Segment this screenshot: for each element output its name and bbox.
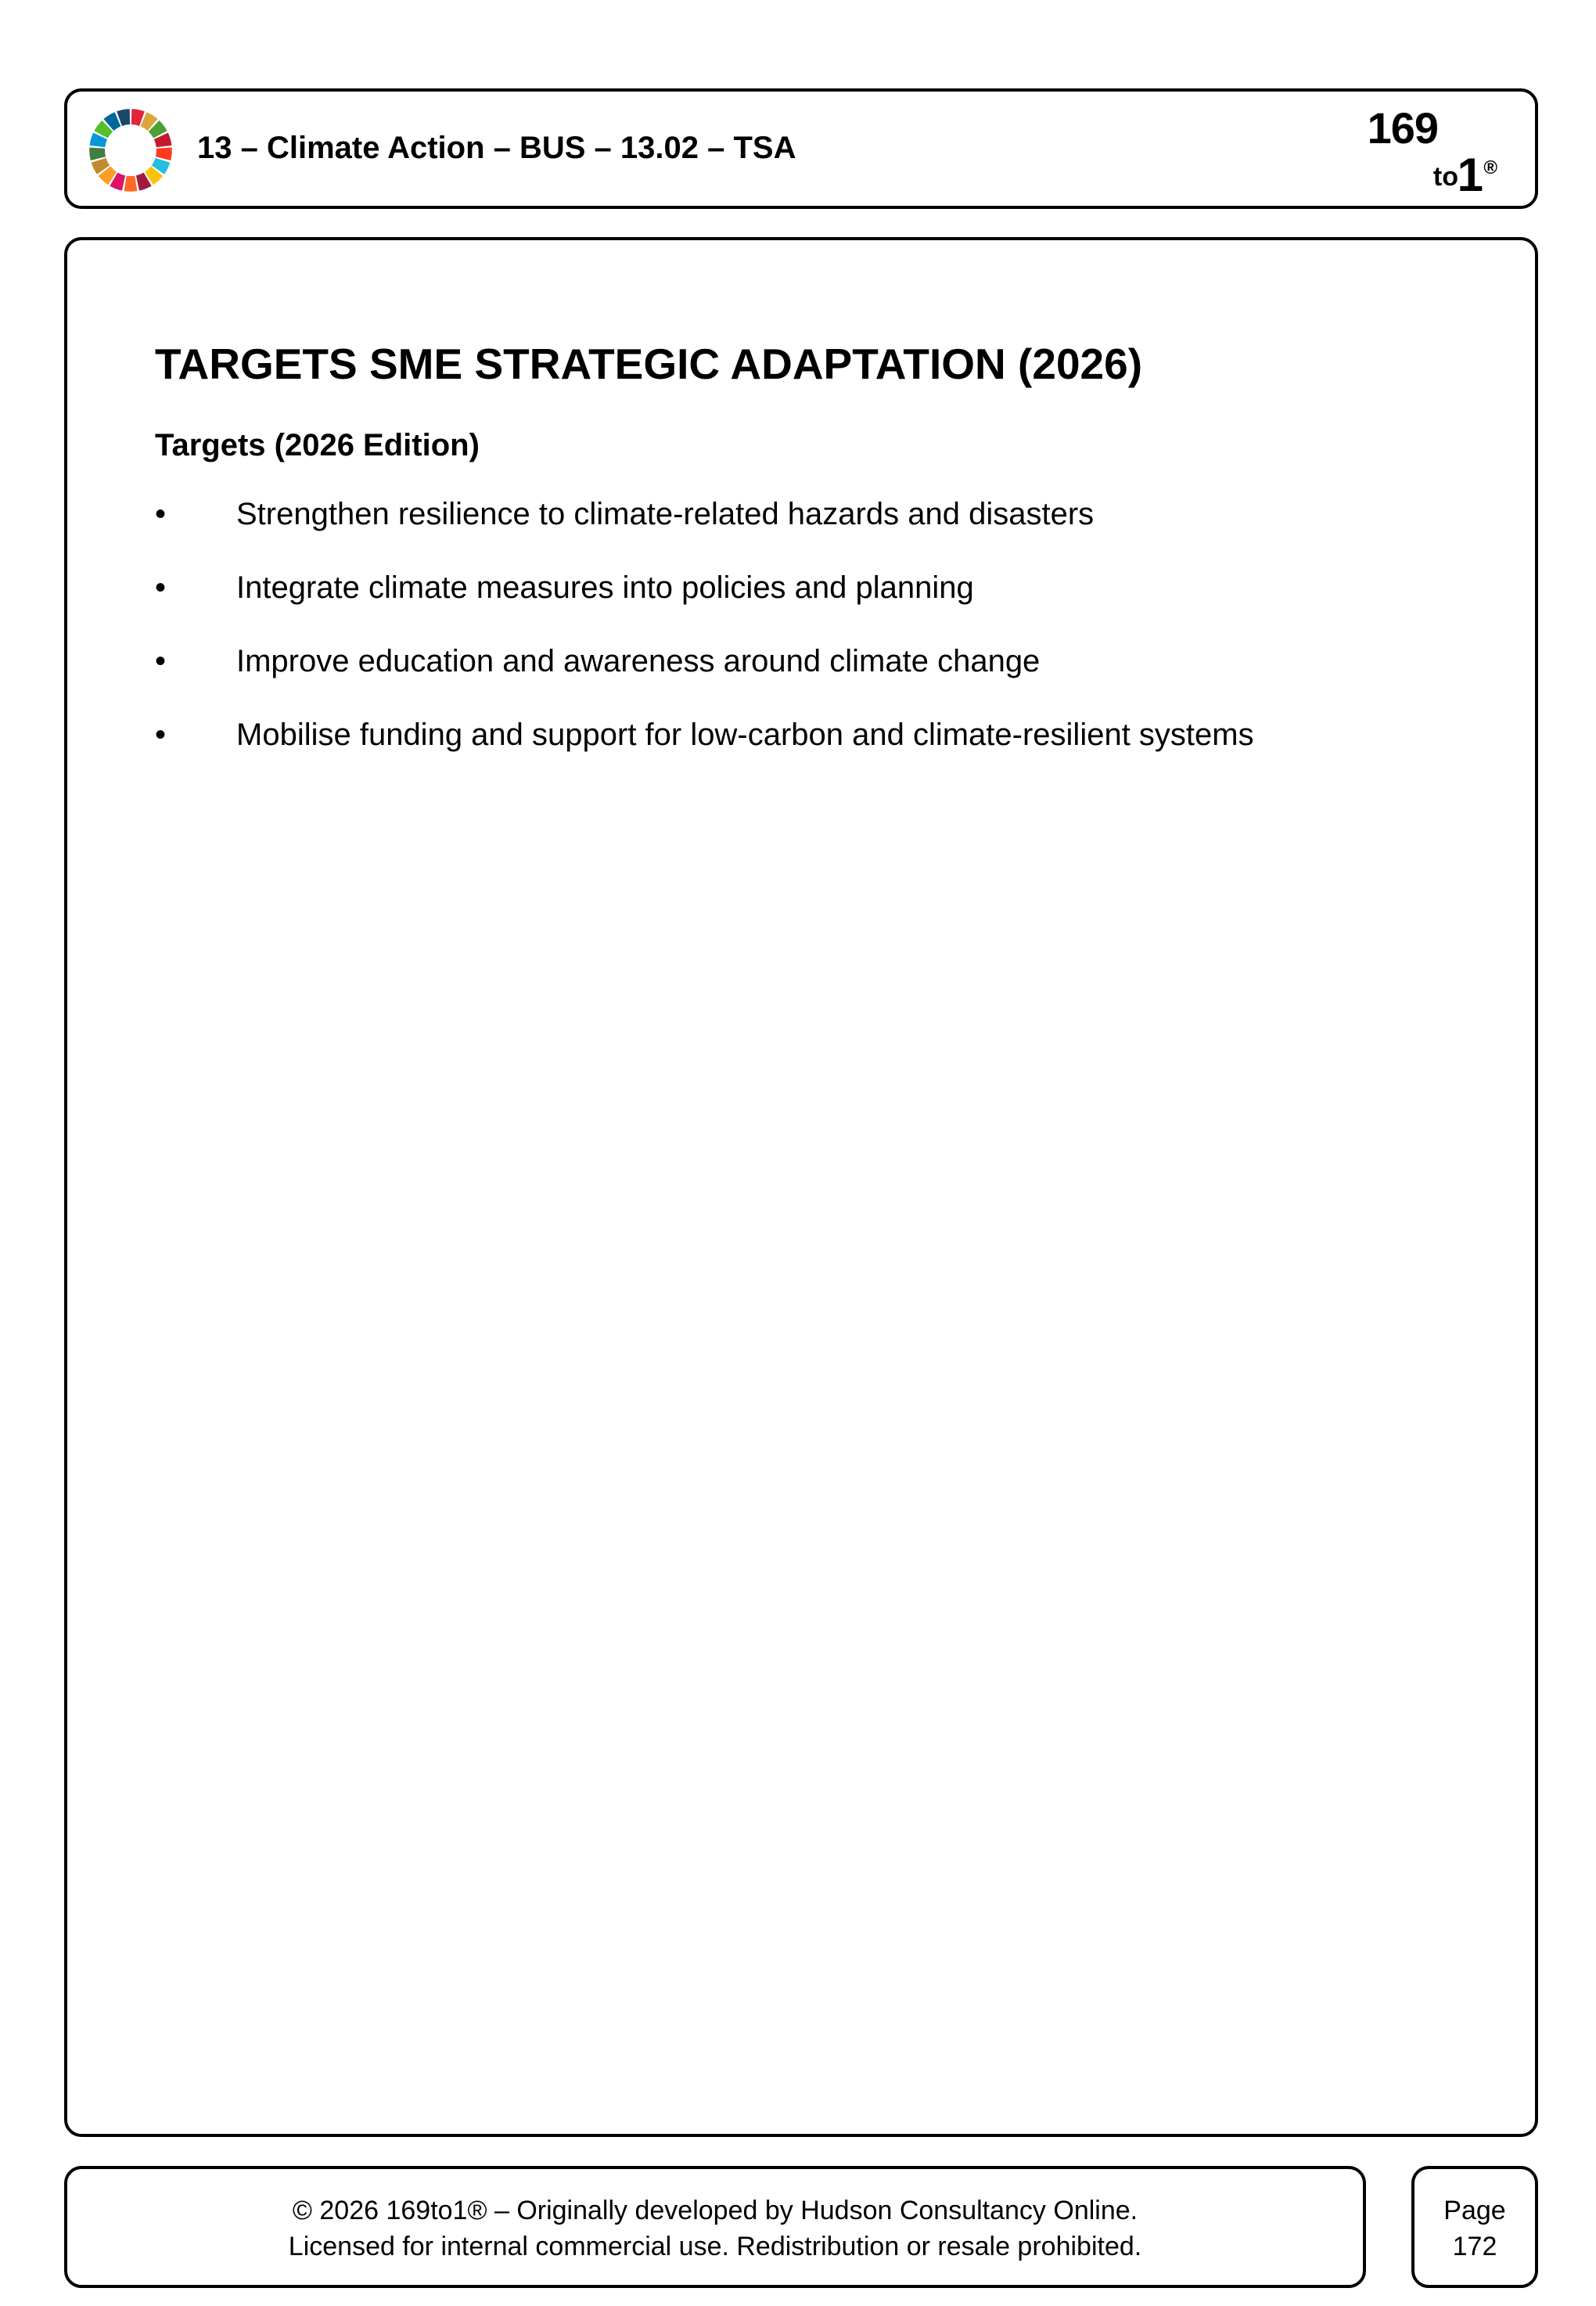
copyright-line-2: Licensed for internal commercial use. Redistribution or resale prohibited. — [288, 2232, 1142, 2261]
list-item-text: Improve education and awareness around climate change — [236, 644, 1041, 678]
brand-logo-169to1 — [1367, 98, 1516, 207]
registered-mark: ® — [1483, 157, 1497, 178]
page-heading: TARGETS SME STRATEGIC ADAPTATION (2026) — [155, 340, 1143, 388]
page-indicator — [1414, 2193, 1535, 2265]
document-title: 13 – Climate Action – BUS – 13.02 – TSA — [197, 131, 796, 165]
bullet-icon: • — [155, 570, 167, 605]
sdg-wheel-segment — [156, 147, 172, 160]
brand-one: 1 — [1457, 149, 1483, 201]
header-bar — [64, 88, 1538, 209]
page-number-box — [1411, 2166, 1538, 2288]
bullet-icon: • — [155, 644, 167, 678]
brand-169: 169 — [1367, 103, 1438, 153]
bullet-icon: • — [155, 718, 167, 752]
content-panel — [64, 237, 1538, 2137]
list-item-text: Integrate climate measures into policies and planning — [236, 570, 974, 605]
copyright-line-1: © 2026 169to1® – Originally developed by Hudson Consultancy Online. — [292, 2196, 1138, 2225]
list-item-text: Strengthen resilience to climate-related hazards and disasters — [236, 497, 1095, 531]
section-subheading: Targets (2026 Edition) — [155, 428, 480, 462]
copyright-text — [67, 2193, 1363, 2265]
page-label: Page — [1443, 2196, 1506, 2225]
list-item-text: Mobilise funding and support for low-carbon and climate-resilient systems — [236, 718, 1254, 752]
sdg-color-wheel-icon — [88, 107, 174, 193]
page-number: 172 — [1452, 2232, 1497, 2261]
sdg-wheel-segment — [89, 147, 106, 160]
bullet-icon: • — [155, 497, 167, 531]
brand-to: to — [1432, 162, 1458, 192]
sdg-wheel-segment — [124, 176, 138, 192]
footer-copyright — [64, 2166, 1366, 2288]
